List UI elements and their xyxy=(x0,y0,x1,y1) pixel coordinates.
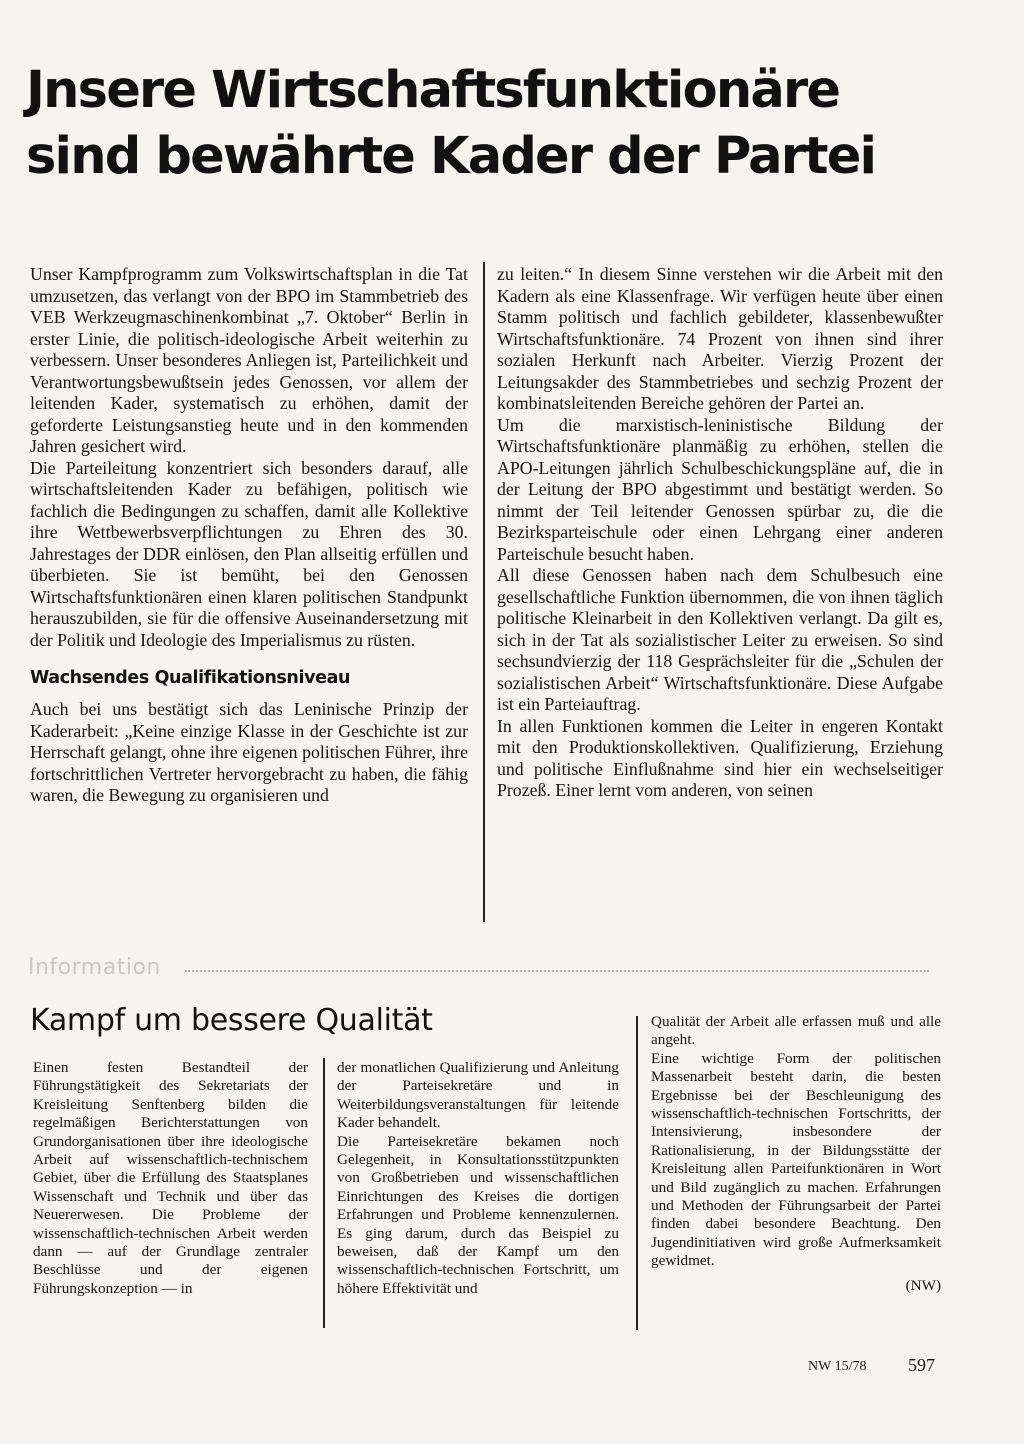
paragraph: Eine wichtige Form der politischen Massenarbeit besteht darin, die besten Ergebnisse bei der Beschleunigung des wissenschaftlich-technischen Fortschritts, der Intensivierung, insbesondere der Rationalisierung, in der Bildungsstätte der Kreisleitung allen Parteifunktionären in Wort und Bild zugänglich zu machen. Erfahrungen und Methoden der Führungsarbeit der Partei finden dabei besondere Beachtung. Den Jugendinitiativen wird große Aufmerksamkeit gewidmet. xyxy=(651,1049,941,1270)
paragraph: zu leiten.“ In diesem Sinne verstehen wir die Arbeit mit den Kadern als eine Klassenfrage. Wir verfügen heute über einen Stamm politisch und fachlich gebildeter, klassenbewußter Wirtschaftsfunktionäre. 74 Prozent von ihnen sind ihrer sozialen Herkunft nach Arbeiter. Vierzig Prozent der Leitungsakder des Stammbetriebes und sechzig Prozent der kombinatsleitenden Bereiche gehören der Partei an. xyxy=(497,264,943,413)
paragraph: Die Parteisekretäre bekamen noch Gelegenheit, in Konsultationsstützpunkten von Großbetrieben und wissenschaftlichen Einrichtungen des Kreises die dortigen Erfahrungen und Probleme kennenzulernen. Es ging darum, durch das Beispiel zu beweisen, daß der Kampf um den wissenschaftlich-technischen Fortschritt, um höhere Effektivität und xyxy=(337,1132,619,1297)
paragraph: In allen Funktionen kommen die Leiter in engeren Kontakt mit den Produktionskollektiven. Qualifizierung, Erziehung und politische Einflußnahme sind hier ein wechselseitiger Prozeß. Einer lernt vom anderen, von seinen xyxy=(497,715,943,800)
second-article-headline: Kampf um bessere Qualität xyxy=(30,1003,433,1038)
second-article-column-2 xyxy=(337,1059,619,1298)
column-divider xyxy=(483,262,485,922)
issue-folio: NW 15/78 xyxy=(808,1359,867,1374)
article-left-column xyxy=(30,264,468,807)
second-article-column-1 xyxy=(33,1059,308,1298)
paragraph: All diese Genossen haben nach dem Schulbesuch eine gesellschaftliche Funktion übernommen, die von ihnen täglich politische Kleinarbeit in den Kollektiven verlangt. Da gilt es, sich in der Tat als sozialistischer Leiter zu erweisen. So sind sechsundvierzig der 118 Gesprächsleiter für die „Schulen der sozialistischen Arbeit“ Wirtschaftsfunktionäre. Diese Aufgabe ist ein Parteiauftrag. xyxy=(497,565,943,714)
paragraph: der monatlichen Qualifizierung und Anleitung der Parteisekretäre und in Weiterbildungsveranstaltungen für leitende Kader behandelt. xyxy=(337,1059,619,1132)
column-divider xyxy=(323,1058,325,1328)
article-right-column xyxy=(497,264,943,802)
second-article-column-3 xyxy=(651,1013,941,1295)
paragraph: Die Parteileitung konzentriert sich besonders darauf, alle wirtschaftsleitenden Kader zu befähigen, politisch wie fachlich die Bedingungen zu schaffen, damit alle Kollektive ihre Wettbewerbsverpflichtungen zu Ehren des 30. Jahrestages der DDR einlösen, den Plan allseitig erfüllen und überbieten. Sie ist bemüht, bei den Genossen Wirtschaftsfunktionären einen klaren politischen Standpunkt herauszubilden, sie für die offensive Auseinandersetzung mit der Politik und Ideologie des Imperialismus zu rüsten. xyxy=(30,457,468,650)
paragraph: Um die marxistisch-leninistische Bildung der Wirtschaftsfunktionäre planmäßig zu erhöhen, stellen die APO-Leitungen jährlich Schulbeschickungspläne auf, die in der Leitung der BPO abgestimmt und bestätigt werden. So nimmt der Teil leitender Genossen spürbar zu, die die Bezirksparteischule oder einen Lehrgang einer anderen Parteischule besucht haben. xyxy=(497,414,943,564)
headline-line-2: sind bewährte Kader der Partei xyxy=(26,127,876,186)
section-divider xyxy=(185,970,929,972)
page-number: 597 xyxy=(908,1355,935,1375)
paragraph: Unser Kampfprogramm zum Volkswirtschaftsplan in die Tat umzusetzen, das verlangt von der BPO im Stammbetrieb des VEB Werkzeugmaschinenkombinat „7. Oktober“ Berlin in erster Linie, die politisch-ideologische Arbeit weiterhin zu verbessern. Unser besonderes Anliegen ist, Parteilichkeit und Verantwortungsbewußtsein jedes Genossen, vor allem der leitenden Kader, systematisch zu erhöhen, damit der geforderte Leistungsanstieg heute und in den kommenden Jahren gesichert wird. xyxy=(30,264,468,456)
author-signature: (NW) xyxy=(905,1276,941,1294)
section-label: Information xyxy=(28,955,161,980)
article-headline xyxy=(26,58,926,190)
subheading: Wachsendes Qualifikationsniveau xyxy=(30,668,351,688)
paragraph: Einen festen Bestandteil der Führungstätigkeit des Sekretariats der Kreisleitung Senftenberg bilden die regelmäßigen Berichterstattungen von Grundorganisationen über ihre ideologische Arbeit auf wissenschaftlich-technischem Gebiet, über die Erfüllung des Staatsplanes Wissenschaft und Technik und über das Neuererwesen. Die Probleme der wissenschaftlich-technischen Arbeit werden dann — auf der Grundlage zentraler Beschlüsse und der eigenen Führungskonzeption — in xyxy=(33,1059,308,1297)
headline-line-1: Jnsere Wirtschaftsfunktionäre xyxy=(26,61,840,120)
column-divider xyxy=(636,1016,638,1330)
paragraph: Auch bei uns bestätigt sich das Leninische Prinzip der Kaderarbeit: „Keine einzige Klasse in der Geschichte ist zur Herrschaft gelangt, ohne ihre eigenen politischen Führer, ihre fortschrittlichen Vertreter hervorgebracht zu haben, die fähig waren, die Bewegung zu organisieren und xyxy=(30,699,468,805)
paragraph: Qualität der Arbeit alle erfassen muß und alle angeht. xyxy=(651,1013,941,1049)
